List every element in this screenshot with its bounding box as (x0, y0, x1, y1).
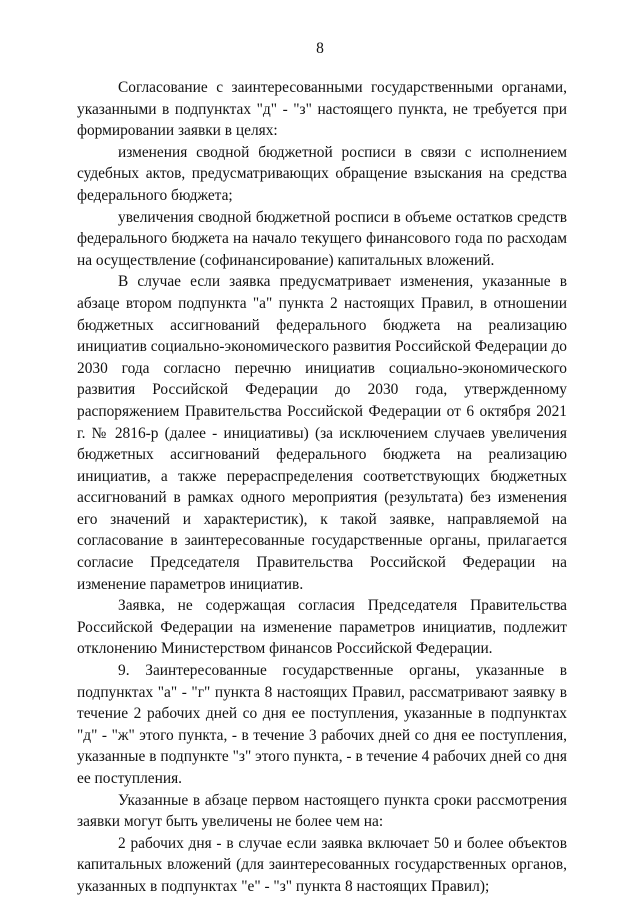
paragraph-extension: Указанные в абзаце первом настоящего пункта сроки рассмотрения заявки могут быть увеличены не более чем на: (77, 791, 567, 831)
page-number: 8 (316, 40, 324, 57)
paragraph-balance-increase: увеличения сводной бюджетной росписи в объеме остатков средств федерального бюджета на начало текущего финансового года по расходам на осуществление (софинансирование) капитальных вложений. (77, 208, 567, 269)
paragraph-initiatives: В случае если заявка предусматривает изменения, указанные в абзаце втором подпункта "а" пункта 2 настоящих Правил, в отношении бюджетных ассигнований федерального бюджета на реализацию инициатив социально-экономического развития Российской Федерации до 2030 года согласно перечню инициатив социально-экономического развития Российской Федерации до 2030 года, утвержденному распоряжением Правительства Российской Федерации от 6 октября 2021 г. № 2816-р (далее - инициативы) (за исключением случаев увеличения бюджетных ассигнований федерального бюджета на реализацию инициатив, а также перераспределения соответствующих бюджетных ассигнований в рамках одного мероприятия (результата) без изменения его значений и характеристик), к такой заявке, направляемой на согласование в заинтересованные государственные органы, прилагается согласие Председателя Правительства Российской Федерации на изменение параметров инициатив. (77, 273, 567, 593)
paragraph-item-9: 9. Заинтересованные государственные органы, указанные в подпунктах "а" - "г" пункта 8 настоящих Правил, рассматривают заявку в течение 2 рабочих дней со дня ее поступления, указанные в подпунктах "д" - "ж" этого пункта, - в течение 3 рабочих дней со дня ее поступления, указанные в подпункте "з" этого пункта, - в течение 4 рабочих дней со дня ее поступления. (77, 662, 567, 787)
paragraph-rejection: Заявка, не содержащая согласия Председателя Правительства Российской Федерации на изменение параметров инициатив, подлежит отклонению Министерством финансов Российской Федерации. (77, 597, 567, 658)
paragraph-coordination-exemption: Согласование с заинтересованными государственными органами, указанными в подпунктах "д" - "з" настоящего пункта, не требуется при формировании заявки в целях: (77, 79, 567, 140)
paragraph-two-days: 2 рабочих дня - в случае если заявка включает 50 и более объектов капитальных вложений (для заинтересованных государственных органов, указанных в подпунктах "е" - "з" пункта 8 настоящих Правил); (77, 834, 567, 895)
paragraph-court-acts: изменения сводной бюджетной росписи в связи с исполнением судебных актов, предусматривающих обращение взыскания на средства федерального бюджета; (77, 143, 567, 204)
document-body (77, 77, 567, 898)
